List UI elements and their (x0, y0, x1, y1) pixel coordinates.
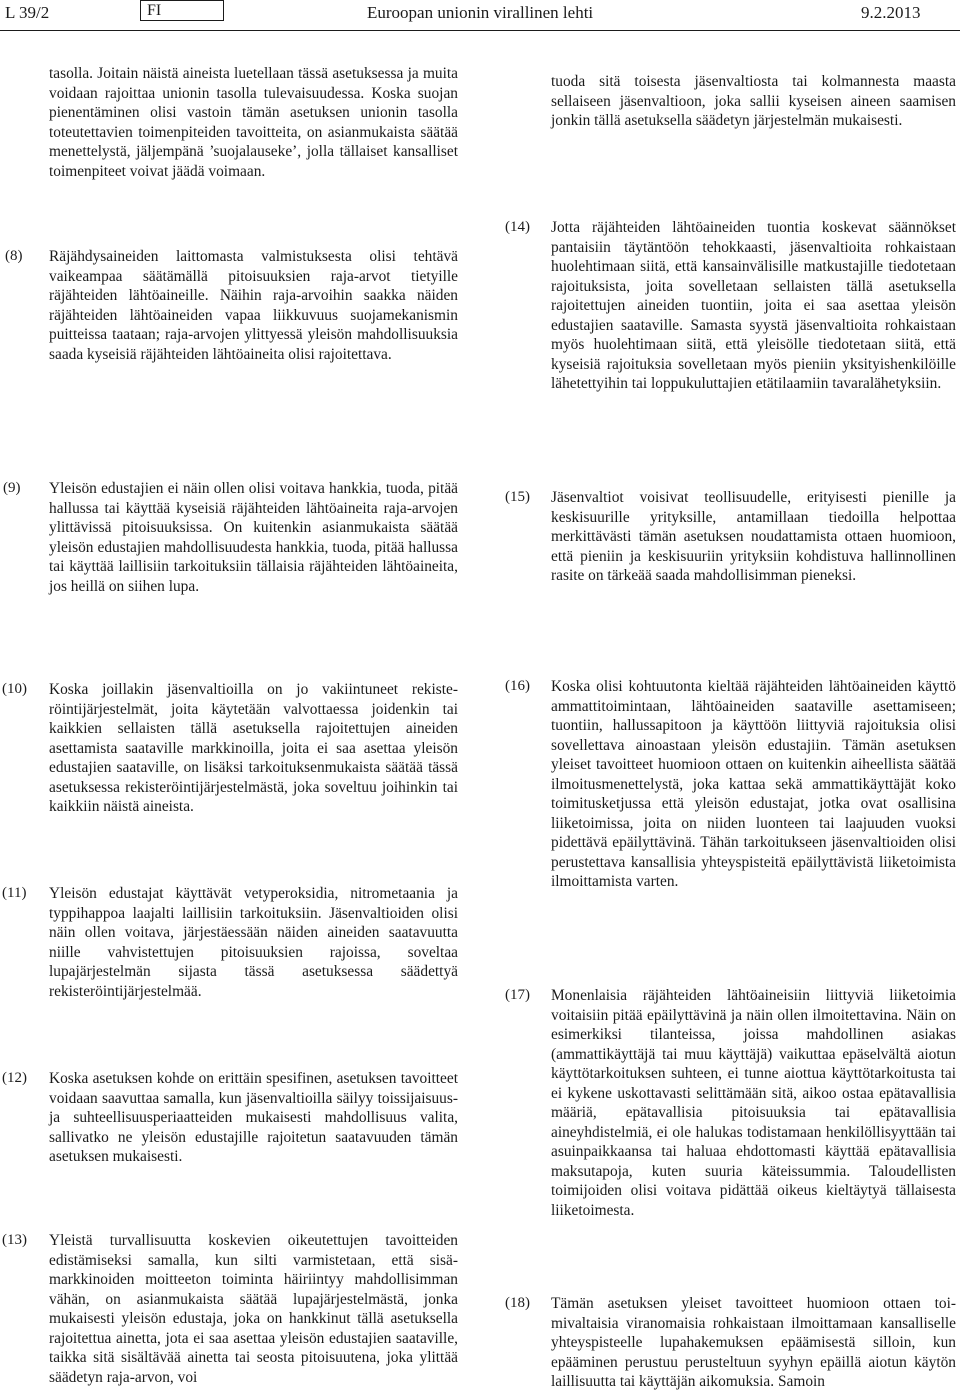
recital-number-10: (10) (2, 681, 27, 697)
language-box: FI (140, 0, 224, 21)
recital-number-13: (13) (2, 1232, 27, 1248)
recital-10: Koska joillakin jäsenvaltioilla on jo vakiintuneet rekisteröintijärjestelmät, joita käytetään valvottaessa joidenkin tai kaikkien sellaisten tällä asetuksella rajoitettujen aineiden asettamista saataville markkinoilla, joita ei saa asettaa yleisön edustajien saataville, on lisäksi tarkoituksenmukaista säätää tässä asetuksessa rekisteröintijärjestelmästä, joka soveltuu joihinkin tai kaikkiin näistä aineista. (49, 681, 458, 815)
page-header (0, 0, 960, 30)
recital-number-18: (18) (505, 1295, 530, 1311)
recital-number-9: (9) (3, 480, 21, 496)
page-number: L 39/2 (5, 3, 50, 22)
recital-14: Jotta räjähteiden lähtöaineiden tuontia koskevat säännökset pantaisiin täytäntöön tehokkaasti, jäsenvaltioita rohkaistaan huolehtimaan siitä, että kansainvälisille matkustajille tiedotetaan rajoituksista, joita sovelletaan sellaisten tällä asetuksella rajoitettujen aineiden tuontiin, joita ei saa asettaa yleisön edustajien saataville. Samasta syystä jäsenvaltioita rohkaistaan myös huolehtimaan siitä, että yleisölle tiedotetaan siitä, että kyseisiä rajoituksia sovelletaan myös pieniin yksityishenkilöille lähetettyihin tai loppukuluttajien etätilaamiin tavaralähetyksiin. (551, 219, 956, 392)
recital-number-15: (15) (505, 489, 530, 505)
recital-number-12: (12) (2, 1070, 27, 1086)
recital-18: Tämän asetuksen yleiset tavoitteet huomioon ottaen toimivaltaisia viranomaisia rohkaistaan ilmoittamaan kansalliselle yhteyspisteelle lupahakemuksen epäämisestä silloin, kun epääminen perustuu perusteltuun syyhyn epäillä aiotun käytön laillisuutta tai käyttäjän aikomuksia. Samoin (551, 1295, 956, 1390)
right-intro-paragraph: tuoda sitä toisesta jäsenvaltiosta tai kolmannesta maasta sellaiseen jäsenvaltioon, joka sallii kyseisen aineen saamisen jonkin tällä asetuksella säädetyn järjestelmän mukaisesti. (551, 73, 956, 129)
recital-9: Yleisön edustajien ei näin ollen olisi voitava hankkia, tuoda, pitää hallussa tai käyttää kyseisiä räjähteiden lähtöaineita raja-arvojen ylittävissä pitoisuuksissa. On kuitenkin asianmukaista säätää yleisön edustajien mahdollisuudesta hankkia, tuoda, pitää hallussa tai käyttää laillisiin tarkoituksiin tällaisia räjähteiden lähtöaineita, jos heillä on siihen lupa. (49, 480, 458, 595)
left-intro-paragraph: tasolla. Joitain näistä aineista luetellaan tässä asetuksessa ja muita voidaan rajoittaa unionin tasolla tulevaisuudessa. Koska suojan pienentäminen olisi vastoin tämän asetuksen unionin tasolla toteutettavien toimenpiteiden tavoitteita, on asianmukaista säätää menettelystä, jäljempänä ’suojalauseke’, jolla tällaiset kansalliset toimenpiteet voivat jäädä voimaan. (49, 65, 458, 180)
recital-17: Monenlaisia räjähteiden lähtöaineisiin liittyviä liiketoimia voitaisiin pitää epäilyttävinä ja näin ollen ilmoitettavina. Näin on esimerkiksi tilanteissa, joissa mahdollinen asiakas (ammattikäyttäjä tai muu käyttäjä) vaikuttaa epäselvältä aiotun käyttötarkoituksen suhteen, ei tunne aiottua käyttötarkoitusta tai ei kykene uskottavasti selittämään sitä, aikoo ostaa epätavallisia määriä, epätavallisia pitoisuuksia tai epätavallisia aineyhdistelmiä, ei ole halukas todistamaan henkilöllisyyttään tai asuinpaikkaansa tai haluaa ehdottomasti käyttää epätavallisia maksutapoja, kuten suuria käteissummia. Taloudellisten toimijoiden olisi voitava pidättää oikeus kieltäytyä tällaisesta liiketoimesta. (551, 987, 956, 1219)
recital-number-16: (16) (505, 678, 530, 694)
recital-11: Yleisön edustajat käyttävät vetyperoksidia, nitrometaania ja typpihappoa laajalti laillisiin tarkoituksiin. Jäsenvaltioiden olisi näin ollen voitava, järjestäessään näiden aineiden saatavuutta niille vahvistettujen pitoisuuksien rajoissa, soveltaa lupajärjestelmän sijasta tässä asetuksessa säädettyä rekisteröintijärjestelmää. (49, 885, 458, 1000)
recital-number-11: (11) (2, 885, 27, 901)
recital-8: Räjähdysaineiden laittomasta valmistuksesta olisi tehtävä vaikeampaa säätämällä pitoisuuksien raja-arvot tietyille räjähteiden lähtöaineille. Näihin raja-arvoihin saakka näiden räjähteiden lähtöaineiden vapaa liikkuvuus suojamekanismin puitteissa taataan; raja-arvojen ylittyessä yleisön mahdollisuuksia saada kyseisiä räjähteiden lähtöaineita olisi rajoitettava. (49, 248, 458, 363)
recital-15: Jäsenvaltiot voisivat teollisuudelle, erityisesti pienille ja keskisuurille yrityksille, antamillaan tiedoilla helpottaa merkittävästi tämän asetuksen noudattamista ottaen huomioon, että pieniin ja keskisuuriin yrityksiin kohdistuva hallinnollinen rasite on tärkeää saada mahdollisimman pieneksi. (551, 489, 956, 584)
recital-12: Koska asetuksen kohde on erittäin spesifinen, asetuksen tavoitteet voidaan saavuttaa samalla, kun jäsenvaltioilla säilyy toissijaisuus- ja suhteellisuusperiaatteiden mukaisesti mahdollisuus valita, sallivatko ne yleisön edustajille rajoitetun saatavuuden tämän asetuksen mukaisesti. (49, 1070, 458, 1165)
recital-number-14: (14) (505, 219, 530, 235)
recital-16: Koska olisi kohtuutonta kieltää räjähteiden lähtöaineiden käyttö ammattitoimintaan, lähtöaineiden saataville asettamiseen; tuontiin, hallussapitoon ja käyttöön liittyviä rajoituksia olisi sovellettava ainoastaan yleisön edustajiin. Tämän asetuksen yleiset tavoitteet huomioon ottaen on kuitenkin aiheellista säätää ilmoitusmenettelystä, joka kattaa sekä ammattikäyttäjät koko toimitusketjussa että yleisön edustajat, jotka ovat osallisina liiketoimissa, joita on niiden luonteen tai laajuuden vuoksi pidettävä epäilyttävinä. Tähän tarkoitukseen jäsenvaltioiden olisi perustettava kansallisia yhteyspisteitä epäilyttävistä liiketoimista ilmoittamista varten. (551, 678, 956, 890)
journal-title: Euroopan unionin virallinen lehti (367, 3, 594, 22)
header-rule (0, 30, 960, 31)
recital-13: Yleistä turvallisuutta koskevien oikeutettujen tavoitteiden edistämiseksi samalla, kun silti varmistetaan, että sisämarkkinoiden moitteeton toiminta häiriintyy mahdollisimman vähän, on asianmukaista säätää lupajärjestelmästä, jonka mukaisesti yleisön edustaja, joka on hankkinut tällä asetuksella rajoitettua ainetta, jota ei saa asettaa yleisön edustajien saataville, taikka sitä sisältävää ainetta tai seosta pitoisuutena, joka ylittää säädetyn raja-arvon, voi (49, 1232, 458, 1386)
recital-number-17: (17) (505, 987, 530, 1003)
publication-date: 9.2.2013 (861, 3, 921, 22)
recital-number-8: (8) (5, 248, 23, 264)
